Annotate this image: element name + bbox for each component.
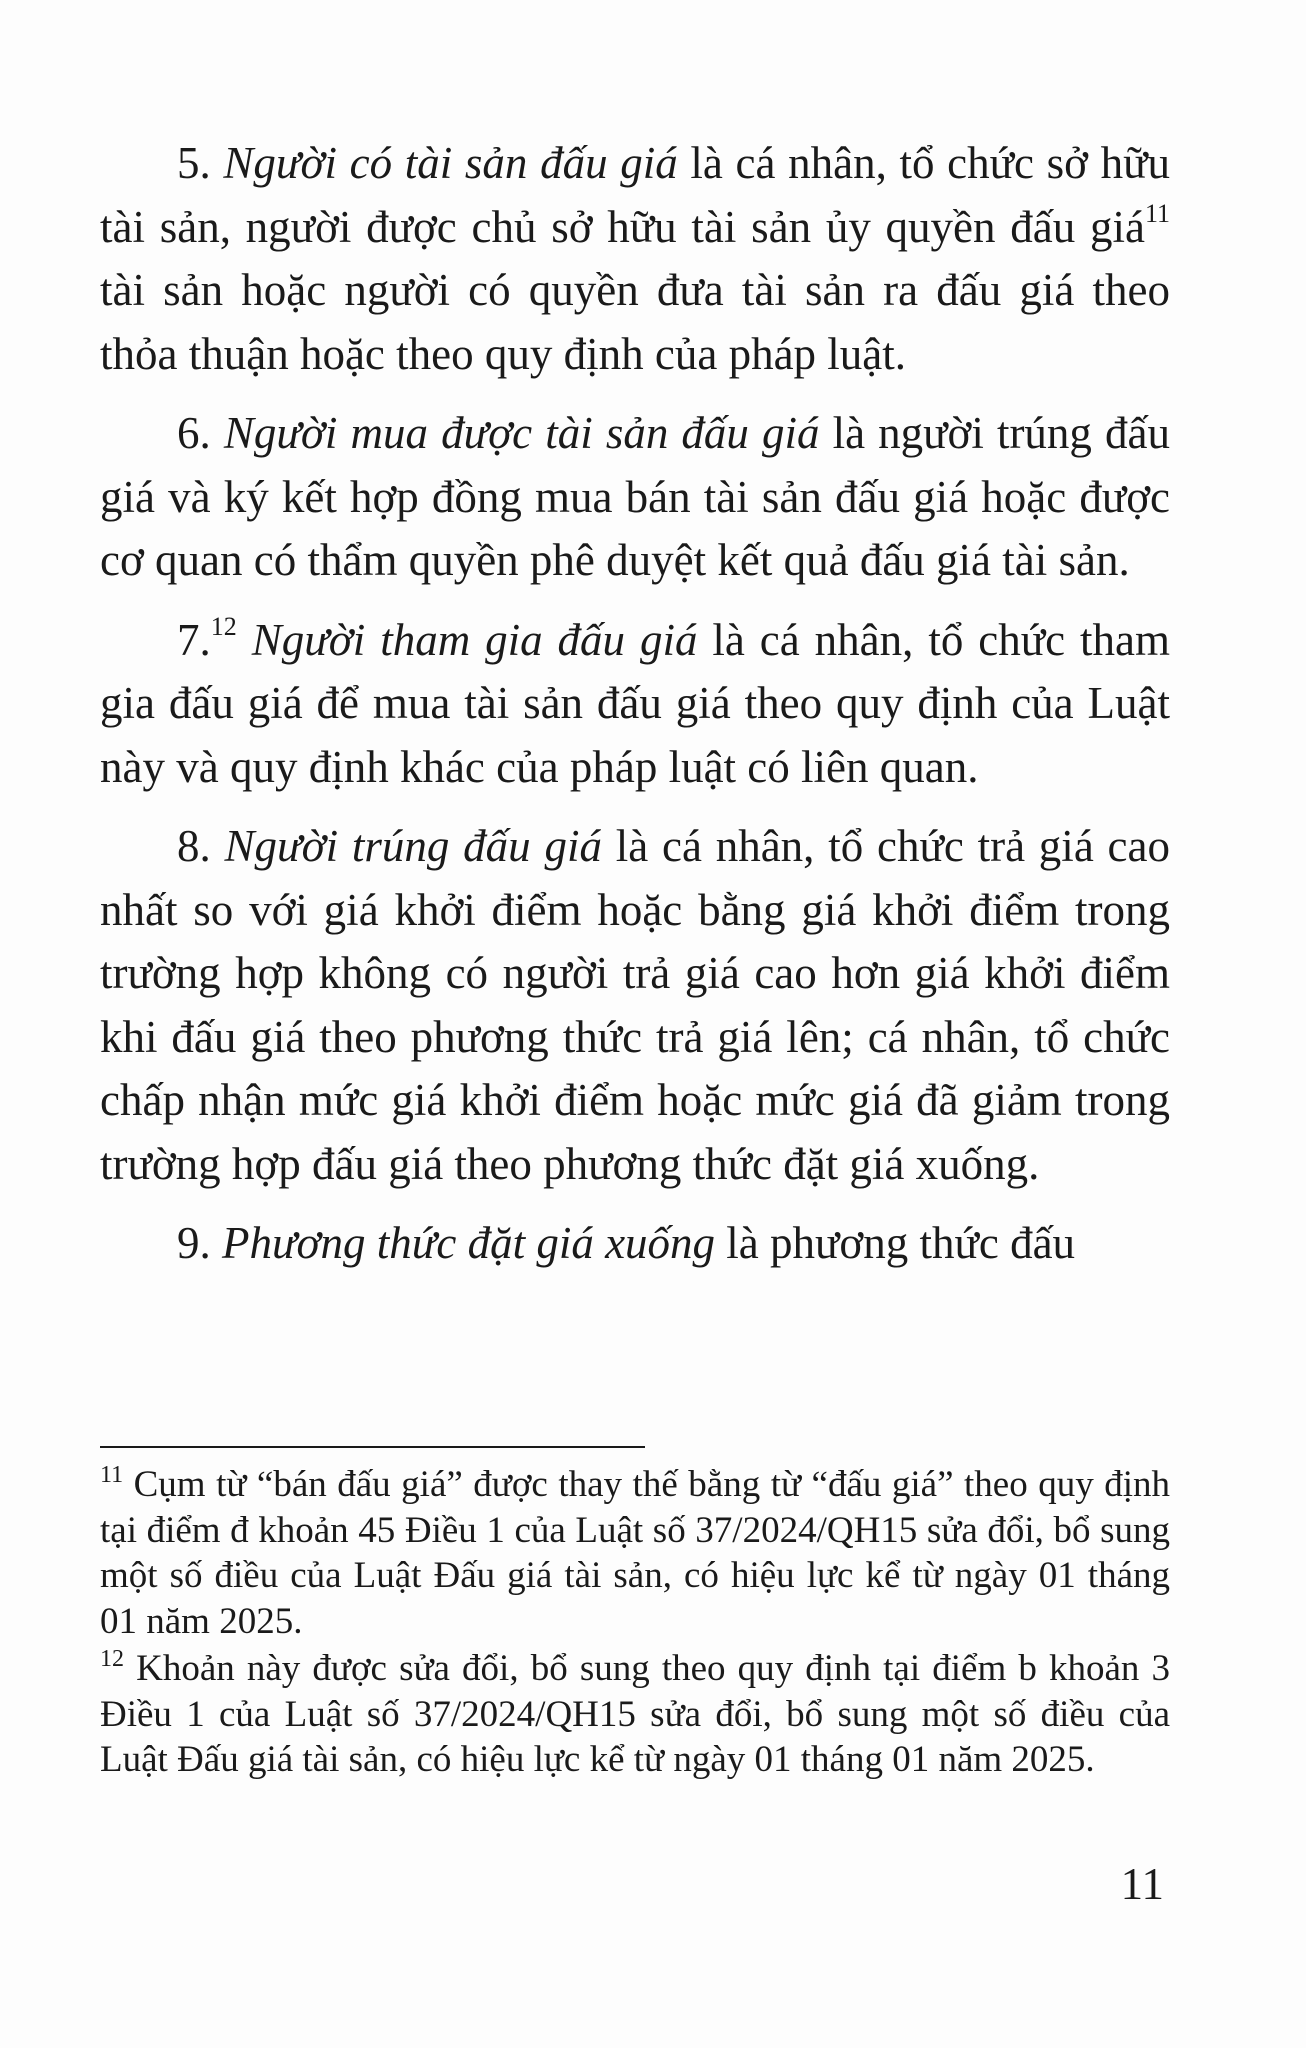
defined-term: Người mua được tài sản đấu giá [223, 408, 820, 458]
main-text [100, 132, 1170, 1292]
paragraph-text: là phương thức đấu [715, 1218, 1076, 1268]
paragraph-number: 7. [177, 614, 211, 665]
footnote-12 [100, 1646, 1170, 1783]
paragraph-7 [100, 609, 1170, 800]
paragraph-5 [100, 132, 1170, 386]
defined-term: Người tham gia đấu giá [251, 614, 698, 665]
footnote-11 [100, 1462, 1170, 1644]
paragraph-text: là người trúng đấu giá và ký kết hợp đồng mua bán tài sản đấu giá hoặc được cơ quan có thẩm quyền phê duyệt kết quả đấu giá tài sản. [100, 408, 1170, 585]
paragraph-text: là cá nhân, tổ chức tham gia đấu giá để mua tài sản đấu giá theo quy định của Luật này và quy định khác của pháp luật có liên quan. [100, 614, 1171, 792]
defined-term: Người có tài sản đấu giá [223, 138, 678, 188]
defined-term: Phương thức đặt giá xuống [222, 1218, 716, 1268]
footnote-reference[interactable]: 12 [210, 611, 237, 641]
paragraph-text: là cá nhân, tổ chức trả giá cao nhất so với giá khởi điểm hoặc bằng giá khởi điểm trong trường hợp không có người trả giá cao hơn giá khởi điểm khi đấu giá theo phương thức trả giá lên; cá nhân, tổ chức chấp nhận mức giá khởi điểm hoặc mức giá đã giảm trong trường hợp đấu giá theo phương thức đặt giá xuống. [100, 821, 1171, 1189]
defined-term: Người trúng đấu giá [224, 821, 602, 871]
footnote-text: Cụm từ “bán đấu giá” được thay thế bằng từ “đấu giá” theo quy định tại điểm đ khoản 45 Điều 1 của Luật số 37/2024/QH15 sửa đổi, bổ sung một số điều của Luật Đấu giá tài sản, có hiệu lực kể từ ngày 01 tháng 01 năm 2025. [100, 1464, 1170, 1642]
paragraph-number: 5. [177, 138, 211, 188]
footnotes [100, 1462, 1170, 1785]
footnote-marker: 12 [100, 1646, 124, 1672]
paragraph-8 [100, 815, 1170, 1196]
footnote-text: Khoản này được sửa đổi, bổ sung theo quy định tại điểm b khoản 3 Điều 1 của Luật số 37/2024/QH15 sửa đổi, bổ sung một số điều của Luật Đấu giá tài sản, có hiệu lực kể từ ngày 01 tháng 01 năm 2025. [100, 1648, 1170, 1780]
paragraph-number: 6. [177, 408, 211, 458]
paragraph-number: 8. [177, 821, 211, 871]
paragraph-text: tài sản hoặc người có quyền đưa tài sản ra đấu giá theo thỏa thuận hoặc theo quy định của pháp luật. [100, 265, 1170, 379]
paragraph-number: 9. [177, 1218, 211, 1268]
footnote-separator [100, 1446, 645, 1448]
paragraph-6 [100, 402, 1170, 593]
paragraph-text: là cá nhân, tổ chức sở hữu tài sản, người được chủ sở hữu tài sản ủy quyền đấu giá [100, 138, 1171, 252]
footnote-marker: 11 [100, 1462, 124, 1488]
page-number: 11 [1120, 1859, 1164, 1909]
footnote-reference[interactable]: 11 [1144, 198, 1170, 228]
paragraph-9 [100, 1212, 1170, 1276]
